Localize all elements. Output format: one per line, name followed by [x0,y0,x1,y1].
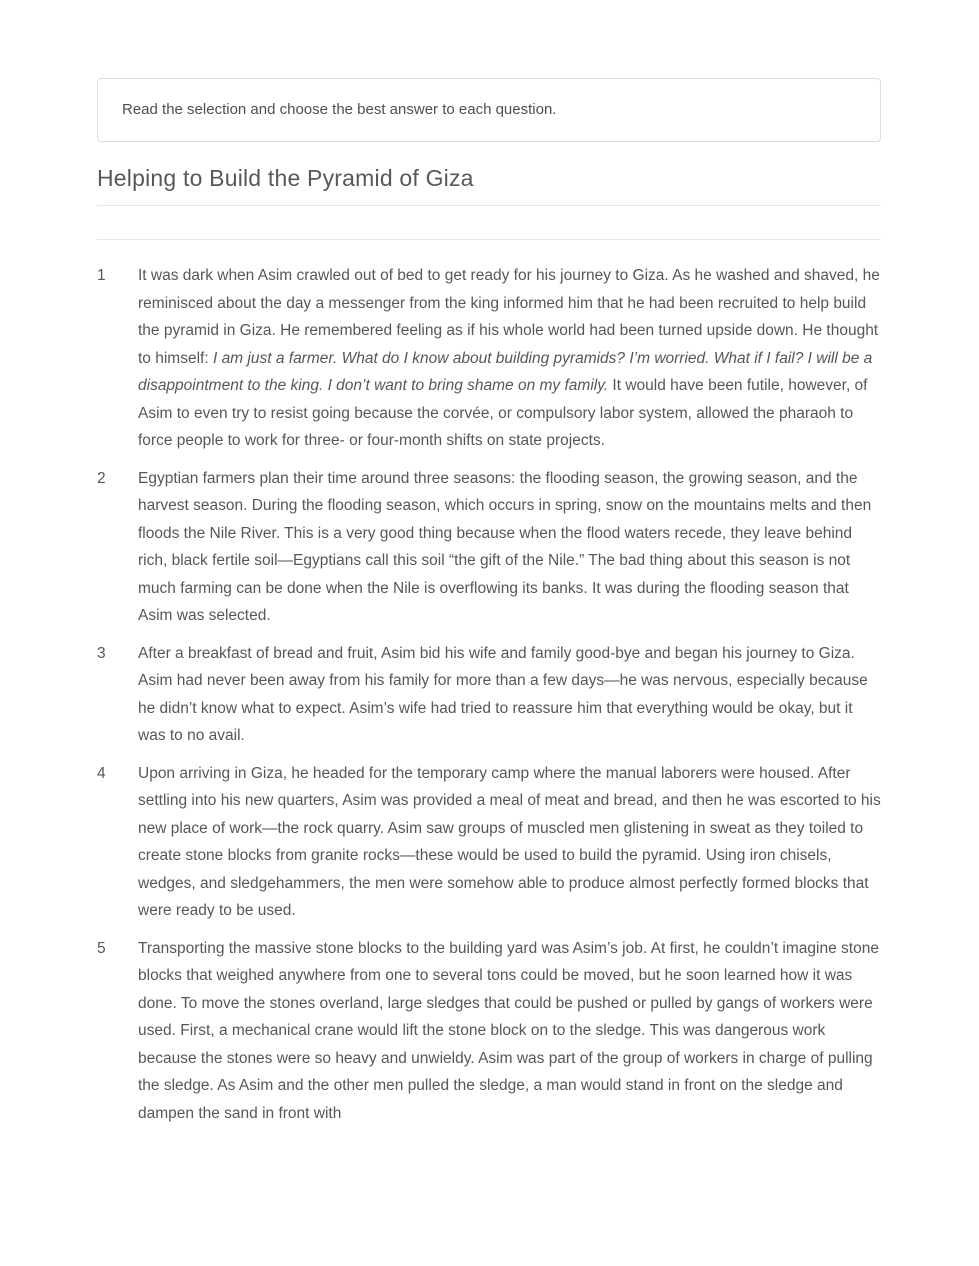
paragraph-segment: Egyptian farmers plan their time around three seasons: the flooding season, the growing season, and the harvest season. During the flooding season, which occurs in spring, snow on the mountains melts and then floods the Nile River. This is a very good thing because when the flood waters recede, they leave behind rich, black fertile soil—Egyptians call this soil “the gift of the Nile.” The bad thing about this season is not much farming can be done when the Nile is overflowing its banks. It was during the flooding season that Asim was selected. [138,469,872,624]
instruction-box [97,78,881,142]
paragraph-text [138,760,881,925]
passage-paragraph [97,640,881,750]
paragraph-text [138,262,881,455]
paragraph-text [138,935,881,1128]
paragraph-segment-italic: I am just a farmer. What do I know about building pyramids? I’m worried. What if I fail? I will be a disappointment to the king. I don’t want to bring shame on my family. [138,349,873,394]
paragraph-segment: It would have been futile, however, of Asim to even try to resist going because the corvée, or compulsory labor system, allowed the pharaoh to force people to work for three- or four-month shifts on state projects. [138,377,868,449]
title-divider [97,205,881,206]
paragraph-segment: Upon arriving in Giza, he headed for the temporary camp where the manual laborers were housed. After settling into his new quarters, Asim was provided a meal of meat and bread, and then he was escorted to his new place of work—the rock quarry. Asim saw groups of muscled men glistening in sweat as they toiled to create stone blocks from granite rocks—these would be used to build the pyramid. Using iron chisels, wedges, and sledgehammers, the men were somehow able to produce almost perfectly formed blocks that were ready to be used. [138,764,881,919]
paragraph-segment: Transporting the massive stone blocks to the building yard was Asim’s job. At first, he couldn’t imagine stone blocks that weighed anywhere from one to several tons could be moved, but he soon learned how it was done. To move the stones overland, large sledges that could be pushed or pulled by gangs of workers were used. First, a mechanical crane would lift the stone block on to the sledge. This was dangerous work because the stones were so heavy and unwieldy. Asim was part of the group of workers in charge of pulling the sledge. As Asim and the other men pulled the sledge, a man would stand in front on the sledge and dampen the sand in front with [138,939,879,1122]
passage-paragraph [97,935,881,1128]
paragraph-number: 1 [97,267,106,284]
paragraph-segment: After a breakfast of bread and fruit, Asim bid his wife and family good-bye and began his journey to Giza. Asim had never been away from his family for more than a few days—he was nervous, especially because he didn’t know what to expect. Asim’s wife had tried to reassure him that everything would be okay, but it was to no avail. [138,644,868,744]
passage-paragraph [97,262,881,455]
passage-title: Helping to Build the Pyramid of Giza [97,165,474,191]
passage-paragraph [97,760,881,925]
paragraph-number: 5 [97,939,106,957]
paragraph-segment: It was dark when Asim crawled out of bed to get ready for his journey to Giza. As he washed and shaved, he reminisced about the day a messenger from the king informed him that he had been recruited to help build the pyramid in Giza. He remembered feeling as if his whole world had been turned upside down. He thought to himself: [138,267,880,367]
passage-paragraph [97,465,881,630]
paragraph-text [138,465,881,630]
paragraph-text [138,640,881,750]
instruction-text: Read the selection and choose the best answer to each question. [122,101,557,118]
paragraph-number: 4 [97,764,106,782]
passage-body [97,262,881,1127]
paragraph-number: 3 [97,644,106,662]
paragraph-number: 2 [97,469,106,487]
content-divider [97,239,881,240]
